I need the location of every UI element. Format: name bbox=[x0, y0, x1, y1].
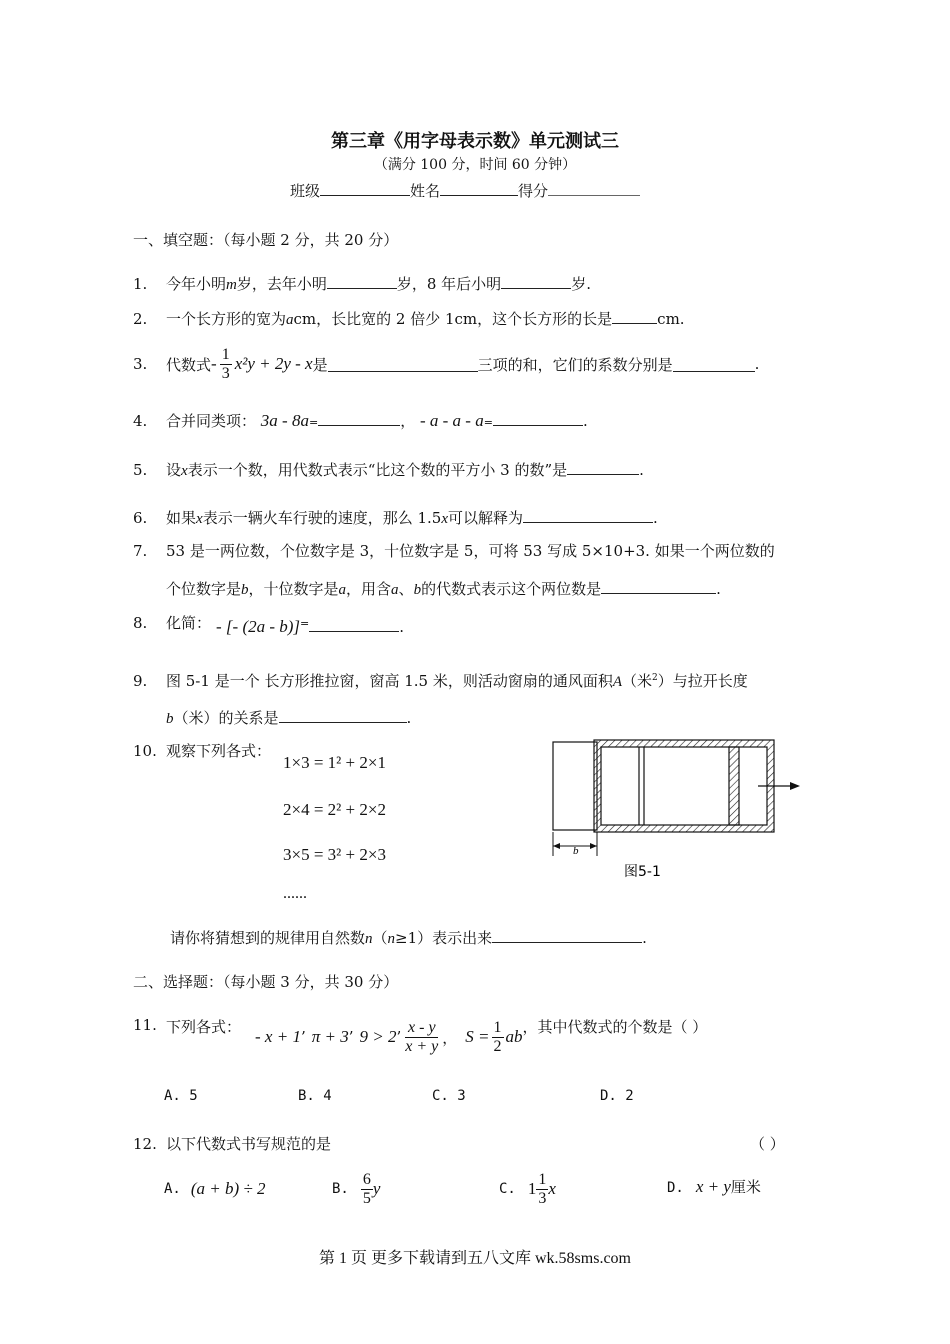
q12-option-b[interactable]: B. $\frac{6}{5}$ y bbox=[332, 1170, 381, 1207]
question-6: 6. 如果x表示一辆火车行驶的速度，那么 1.5x可以解释为 . bbox=[133, 509, 658, 527]
question-5: 5. 设x表示一个数，用代数式表示“比这个数的平方小 3 的数”是 . bbox=[133, 461, 644, 479]
window-figure bbox=[548, 736, 808, 886]
q11-option-a[interactable]: A. 5 bbox=[164, 1088, 198, 1104]
question-4: 4. 合并同类项： 3a - 8a= ， - a - a - a= . bbox=[133, 411, 588, 430]
student-info-row bbox=[290, 180, 640, 201]
page-footer: 第 1 页 更多下载请到五八文库 wk.58sms.com bbox=[318, 1250, 631, 1267]
question-7: 7. 53 是一两位数，个位数字是 3，十位数字是 5，可将 53 写成 5×10+3. 如果一个两位数的 bbox=[133, 542, 775, 560]
question-2: 2. 一个长方形的宽为acm，长比宽的 2 倍少 1cm，这个长方形的长是 cm. bbox=[133, 310, 685, 328]
question-10: 10. 观察下列各式： bbox=[133, 742, 272, 760]
section1-heading: 一、填空题：（每小题 2 分，共 20 分） bbox=[133, 231, 399, 249]
formula-1: 1×3 = 1² + 2×1 bbox=[283, 753, 386, 772]
name-label: 姓名 bbox=[410, 182, 441, 200]
question-10-line2: 请你将猜想到的规律用自然数n（n≥1）表示出来 . bbox=[170, 929, 647, 947]
formula-2: 2×4 = 2² + 2×2 bbox=[283, 800, 386, 819]
answer-blank[interactable] bbox=[328, 357, 478, 372]
question-3: 3. 代数式 - $\frac{1}{3}$ x²y + 2y - x 是 三项的和，它们的系数分别是 . bbox=[133, 345, 760, 382]
score-label: 得分 bbox=[518, 182, 549, 200]
open-pane-outline bbox=[553, 742, 597, 830]
fraction: $\frac{1}{3}$ bbox=[221, 345, 230, 382]
formula-ellipsis: ...... bbox=[283, 885, 307, 902]
page-title: 第三章《用字母表示数》单元测试三 bbox=[331, 131, 619, 152]
question-7-line2: 个位数字是b，十位数字是a，用含a、b的代数式表示这个两位数是 . bbox=[166, 580, 721, 598]
answer-blank[interactable] bbox=[492, 928, 642, 943]
q12-option-c[interactable]: C. 1 $\frac{1}{3}$ x bbox=[499, 1170, 556, 1207]
question-11: 11. 下列各式： - x + 1 ’ π + 3 ’ 9 > 2 ’ $\frac{x - y}{x + y}$ ， S = $\frac{1}{2}$ ab ，其中代数式的个数是（ ） bbox=[133, 1016, 708, 1055]
score-field[interactable] bbox=[548, 181, 640, 196]
q11-option-b[interactable]: B. 4 bbox=[298, 1088, 332, 1104]
q11-option-d[interactable]: D. 2 bbox=[600, 1088, 634, 1104]
class-label: 班级 bbox=[290, 182, 321, 200]
q11-option-c[interactable]: C. 3 bbox=[432, 1088, 466, 1104]
fraction: $\frac{1}{3}$ bbox=[538, 1170, 547, 1207]
fraction: $\frac{x - y}{x + y}$ bbox=[405, 1018, 439, 1055]
question-9-line2: b（米）的关系是 . bbox=[166, 709, 412, 727]
question-1: 1. 今年小明m岁，去年小明 岁，8 年后小明 岁. bbox=[133, 275, 591, 293]
answer-blank[interactable] bbox=[567, 460, 639, 475]
sliding-sash bbox=[729, 747, 739, 825]
b-dimension-label: b bbox=[573, 845, 579, 857]
class-field[interactable] bbox=[320, 181, 410, 196]
fraction: $\frac{1}{2}$ bbox=[493, 1018, 502, 1055]
q12-option-d[interactable]: D. x + y厘米 bbox=[667, 1177, 761, 1196]
window-inner bbox=[601, 747, 767, 825]
answer-blank[interactable] bbox=[327, 274, 397, 289]
q12-answer-paren[interactable]: （ ） bbox=[750, 1135, 785, 1153]
answer-blank[interactable] bbox=[601, 579, 716, 594]
question-8: 8. 化简： bbox=[133, 614, 212, 632]
question-12: 12. 以下代数式书写规范的是 bbox=[133, 1135, 332, 1153]
answer-blank[interactable] bbox=[309, 617, 399, 632]
answer-blank[interactable] bbox=[501, 274, 571, 289]
answer-blank[interactable] bbox=[612, 309, 657, 324]
section2-heading: 二、选择题：（每小题 3 分，共 30 分） bbox=[133, 973, 399, 991]
formula-3: 3×5 = 3² + 2×3 bbox=[283, 845, 386, 864]
figure-caption: 图5-1 bbox=[624, 864, 661, 880]
answer-blank[interactable] bbox=[523, 508, 653, 523]
answer-blank[interactable] bbox=[279, 708, 407, 723]
fraction: $\frac{6}{5}$ bbox=[362, 1170, 371, 1207]
question-9: 9. 图 5-1 是一个 长方形推拉窗，窗高 1.5 米，则活动窗扇的通风面积A（米$^2$）与拉开长度 bbox=[133, 672, 748, 690]
answer-blank[interactable] bbox=[318, 411, 400, 426]
answer-blank[interactable] bbox=[673, 357, 755, 372]
answer-blank[interactable] bbox=[493, 411, 583, 426]
page-subtitle: （满分 100 分，时间 60 分钟） bbox=[373, 157, 577, 173]
question-8-expr: - [- (2a - b)]= . bbox=[216, 617, 405, 636]
q12-option-a[interactable]: A. (a + b) ÷ 2 bbox=[164, 1179, 266, 1198]
name-field[interactable] bbox=[440, 181, 518, 196]
